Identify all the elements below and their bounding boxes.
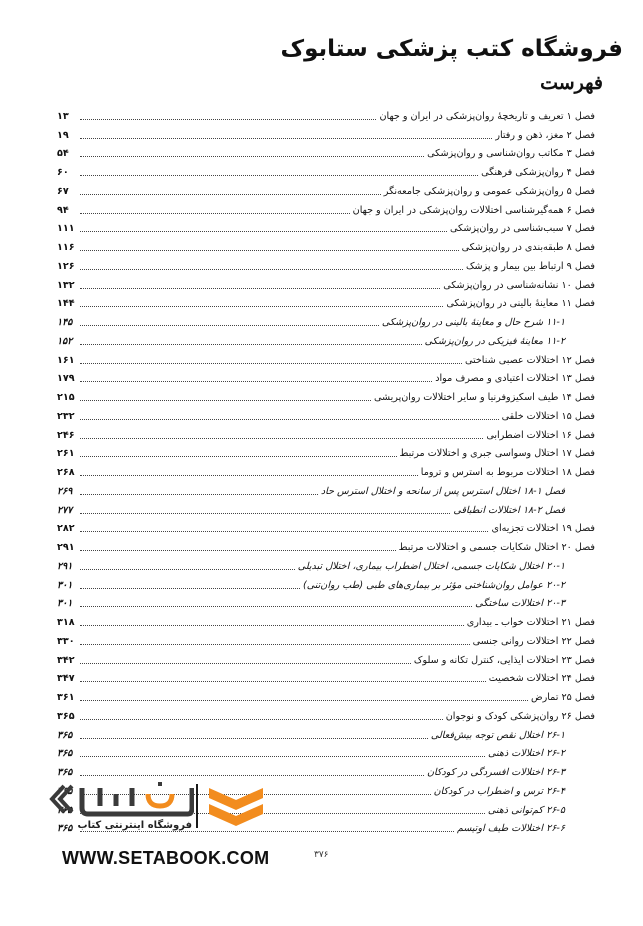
dot-leader xyxy=(80,494,318,495)
dot-leader xyxy=(80,663,411,664)
toc-entry-title: فصل ۲۴ اختلالات شخصیت xyxy=(488,673,595,685)
dot-leader xyxy=(80,775,424,776)
toc-subentry xyxy=(57,723,595,742)
toc-entry-title: فصل ۲۳ اختلالات ایذایی، کنترل تکانه و سلوک xyxy=(413,654,595,666)
dot-leader xyxy=(80,513,450,514)
toc-entry-page: ۳۶۵ xyxy=(57,823,73,835)
toc-entry xyxy=(57,385,595,404)
toc-entry-title: ۱۱-۱ شرح حال و معاینهٔ بالینی در روان‌پزشکی xyxy=(381,317,565,328)
toc-entry-page: ۱۱۶ xyxy=(57,242,75,253)
dot-leader xyxy=(80,531,488,532)
toc-entry-title: فصل ۱۹ اختلالات تجزیه‌ای xyxy=(491,523,595,535)
toc-entry xyxy=(57,142,595,161)
toc-entry-title: فصل ۱۶ اختلالات اضطرابی xyxy=(486,429,595,441)
toc-entry-page: ۱۹ xyxy=(57,129,69,141)
toc-entry-title: ۲۶-۶ اختلالات طیف اوتیسم xyxy=(456,823,565,835)
toc-entry-page: ۳۰۱ xyxy=(57,579,73,591)
toc-entry-title: فصل ۲۰ اختلال شکایات جسمی و اختلالات مرتبط xyxy=(398,542,595,553)
toc-entry-page: ۳۱۸ xyxy=(57,617,75,628)
toc-heading: فهرست xyxy=(540,72,603,94)
page-number: ۳۷۶ xyxy=(314,850,329,860)
toc-subentry xyxy=(57,554,595,573)
toc-entry-page: ۳۶۵ xyxy=(57,804,73,816)
toc-entry-page: ۱۲۶ xyxy=(57,260,75,272)
toc-entry-title: ۲۶-۴ ترس و اضطراب در کودکان xyxy=(433,785,565,797)
toc-entry-page: ۲۶۹ xyxy=(57,485,73,497)
toc-entry-page: ۲۳۲ xyxy=(57,410,75,422)
dot-leader xyxy=(80,250,459,251)
toc-subentry xyxy=(57,310,595,329)
toc-entry xyxy=(57,235,595,254)
toc-entry-title: ۲۶-۱ اختلال نقص توجه بیش‌فعالی xyxy=(430,729,565,741)
toc-entry xyxy=(57,423,595,442)
toc-entry-page: ۳۴۲ xyxy=(57,654,75,666)
toc-entry xyxy=(57,404,595,423)
dot-leader xyxy=(80,475,418,476)
toc-entry xyxy=(57,367,595,386)
toc-entry-title: فصل ۷ سبب‌شناسی در روان‌پزشکی xyxy=(450,223,595,235)
toc-entry xyxy=(57,535,595,554)
site-url[interactable]: WWW.SETABOOK.COM xyxy=(62,848,270,868)
toc-entry-title: فصل ۱۴ طیف اسکیزوفرنیا و سایر اختلالات روان‌پریشی xyxy=(374,392,595,403)
toc-entry xyxy=(57,198,595,217)
dot-leader xyxy=(80,138,492,139)
book-chevron-icon xyxy=(203,782,269,832)
toc-entry-page: ۳۰۱ xyxy=(57,598,73,610)
toc-entry-page: ۵۴ xyxy=(57,148,69,160)
toc-entry-page: ۳۶۵ xyxy=(57,748,73,760)
toc-entry-page: ۱۷۹ xyxy=(57,373,75,385)
toc-entry-page: ۶۷ xyxy=(57,185,69,197)
toc-entry-title: فصل ۱۰ نشانه‌شناسی در روان‌پزشکی xyxy=(443,279,595,291)
logo-tagline: فروشگاه اینترنتی کتاب xyxy=(77,820,192,831)
dot-leader xyxy=(80,363,462,364)
toc-entry xyxy=(57,123,595,142)
toc-entry xyxy=(57,517,595,536)
toc-subentry xyxy=(57,329,595,348)
dot-leader xyxy=(80,700,528,701)
dot-leader xyxy=(80,738,428,739)
toc-entry-page: ۱۴۵ xyxy=(57,317,73,328)
toc-entry-title: ۲۰-۲ عوامل روان‌شناختی مؤثر بر بیماری‌های طبی (طب روان‌تنی) xyxy=(302,579,565,591)
toc-subentry xyxy=(57,592,595,611)
dot-leader xyxy=(80,569,295,570)
dot-leader xyxy=(80,606,472,607)
toc-entry-page: ۳۶۵ xyxy=(57,710,75,722)
toc-subentry xyxy=(57,760,595,779)
toc-entry xyxy=(57,648,595,667)
table-of-contents xyxy=(57,104,595,835)
dot-leader xyxy=(80,269,463,270)
toc-entry-title: فصل ۳ مکاتب روان‌شناسی و روان‌پزشکی xyxy=(427,148,595,160)
toc-entry-page: ۱۵۲ xyxy=(57,335,73,347)
toc-subentry xyxy=(57,573,595,592)
dot-leader xyxy=(80,625,464,626)
toc-entry-title: فصل ۱۸ اختلالات مربوط به استرس و تروما xyxy=(420,467,595,478)
toc-entry-title: فصل ۱۳ اختلالات اعتیادی و مصرف مواد xyxy=(435,373,595,385)
toc-subentry xyxy=(57,742,595,761)
toc-entry-title: ۲۶-۵ کم‌توانی ذهنی xyxy=(487,804,565,816)
toc-entry xyxy=(57,104,595,123)
toc-entry-page: ۳۶۵ xyxy=(57,767,73,778)
toc-entry-page: ۲۱۵ xyxy=(57,392,75,403)
dot-leader xyxy=(80,381,432,382)
toc-entry-title: فصل ۱۷ اختلال وسواسی جبری و اختلالات مرتبط xyxy=(399,448,595,460)
dot-leader xyxy=(80,156,424,157)
toc-entry-page: ۲۶۸ xyxy=(57,467,75,478)
toc-entry-title: فصل ۵ روان‌پزشکی عمومی و روان‌پزشکی جامعه‌نگر xyxy=(383,185,595,197)
toc-entry-title: فصل ۲-۱۸ اختلالات انطباقی xyxy=(453,504,565,516)
toc-entry xyxy=(57,460,595,479)
toc-entry xyxy=(57,273,595,292)
toc-entry xyxy=(57,292,595,311)
toc-entry-page: ۳۴۷ xyxy=(57,673,75,685)
dot-leader xyxy=(80,419,499,420)
dot-leader xyxy=(80,231,447,232)
toc-entry-page: ۱۱۱ xyxy=(57,223,75,235)
toc-entry-title: فصل ۱۱ معاینهٔ بالینی در روان‌پزشکی xyxy=(446,298,595,310)
dot-leader xyxy=(80,175,478,176)
toc-entry-title: فصل ۲۵ تمارض xyxy=(531,692,595,703)
toc-entry-page: ۶۰ xyxy=(57,167,69,178)
toc-entry xyxy=(57,217,595,236)
setabook-wordmark-logo xyxy=(48,780,194,818)
toc-entry-title: فصل ۶ همه‌گیرشناسی اختلالات روان‌پزشکی در ایران و جهان xyxy=(352,204,595,216)
toc-entry-page: ۱۶۱ xyxy=(57,354,75,366)
dot-leader xyxy=(80,194,381,195)
toc-entry-title: فصل ۱ تعریف و تاریخچهٔ روان‌پزشکی در ایران و جهان xyxy=(379,110,595,122)
toc-entry xyxy=(57,667,595,686)
toc-entry-title: فصل ۸ طبقه‌بندی در روان‌پزشکی xyxy=(461,242,595,253)
dot-leader xyxy=(80,325,379,326)
dot-leader xyxy=(80,681,486,682)
toc-entry xyxy=(57,179,595,198)
toc-entry xyxy=(57,704,595,723)
dot-leader xyxy=(80,306,443,307)
dot-leader xyxy=(80,344,422,345)
toc-entry-title: فصل ۴ روان‌پزشکی فرهنگی xyxy=(481,167,595,178)
toc-entry-page: ۱۳ xyxy=(57,110,69,122)
dot-leader xyxy=(80,288,440,289)
toc-entry-title: فصل ۲۶ روان‌پزشکی کودک و نوجوان xyxy=(445,710,595,722)
toc-entry-title: فصل ۲ مغز، ذهن و رفتار xyxy=(495,129,595,141)
toc-subentry xyxy=(57,498,595,517)
toc-entry-title: فصل ۱-۱۸ اختلال استرس پس از سانحه و اختلال استرس حاد xyxy=(320,485,565,497)
toc-entry xyxy=(57,254,595,273)
dot-leader xyxy=(80,644,470,645)
toc-entry xyxy=(57,610,595,629)
store-title: فروشگاه کتب پزشکی ستابوک xyxy=(280,36,623,62)
toc-entry-page: ۳۶۵ xyxy=(57,785,73,797)
toc-entry xyxy=(57,442,595,461)
toc-entry xyxy=(57,348,595,367)
toc-subentry xyxy=(57,479,595,498)
toc-entry-title: فصل ۲۲ اختلالات روانی جنسی xyxy=(472,635,595,647)
toc-entry-page: ۱۳۲ xyxy=(57,279,75,291)
toc-entry-page: ۲۹۱ xyxy=(57,560,73,572)
toc-entry-title: ۲۰-۱ اختلال شکایات جسمی، اختلال اضطراب بیماری، اختلال تبدیلی xyxy=(297,560,565,572)
dot-leader xyxy=(80,588,300,589)
toc-entry xyxy=(57,160,595,179)
dot-leader xyxy=(80,400,371,401)
toc-entry-title: ۲۶-۲ اختلالات ذهنی xyxy=(488,748,565,760)
toc-entry-title: فصل ۱۲ اختلالات عصبی‌ شناختی xyxy=(464,354,595,366)
toc-entry-page: ۲۹۱ xyxy=(57,542,75,553)
toc-entry xyxy=(57,685,595,704)
toc-entry-page: ۹۴ xyxy=(57,204,69,216)
toc-entry-title: فصل ۱۵ اختلالات خلقی xyxy=(501,410,595,422)
toc-entry-page: ۳۶۱ xyxy=(57,692,75,703)
toc-entry-title: فصل ۲۱ اختلالات خواب ـ بیداری xyxy=(466,617,595,628)
toc-entry xyxy=(57,629,595,648)
dot-leader xyxy=(80,550,396,551)
dot-leader xyxy=(80,756,485,757)
toc-entry-title: فصل ۹ ارتباط بین بیمار و پزشک xyxy=(465,260,595,272)
dot-leader xyxy=(80,438,483,439)
toc-entry-title: ۱۱-۲ معاینهٔ فیزیکی در روان‌پزشکی xyxy=(424,335,565,347)
logo-divider xyxy=(196,784,198,828)
dot-leader xyxy=(80,456,397,457)
dot-leader xyxy=(80,213,350,214)
toc-entry-title: ۲۶-۳ اختلالات افسردگی در کودکان xyxy=(426,767,565,778)
dot-leader xyxy=(80,719,443,720)
dot-leader xyxy=(80,119,376,120)
toc-entry-page: ۲۴۶ xyxy=(57,429,75,441)
toc-entry-page: ۳۶۵ xyxy=(57,729,73,741)
toc-entry-page: ۱۴۴ xyxy=(57,298,75,310)
toc-entry-page: ۲۶۱ xyxy=(57,448,75,460)
toc-entry-page: ۳۳۰ xyxy=(57,635,75,647)
toc-entry-page: ۲۷۷ xyxy=(57,504,73,516)
toc-entry-page: ۲۸۲ xyxy=(57,523,75,535)
toc-entry-title: ۲۰-۳ اختلالات ساختگی xyxy=(475,598,565,610)
